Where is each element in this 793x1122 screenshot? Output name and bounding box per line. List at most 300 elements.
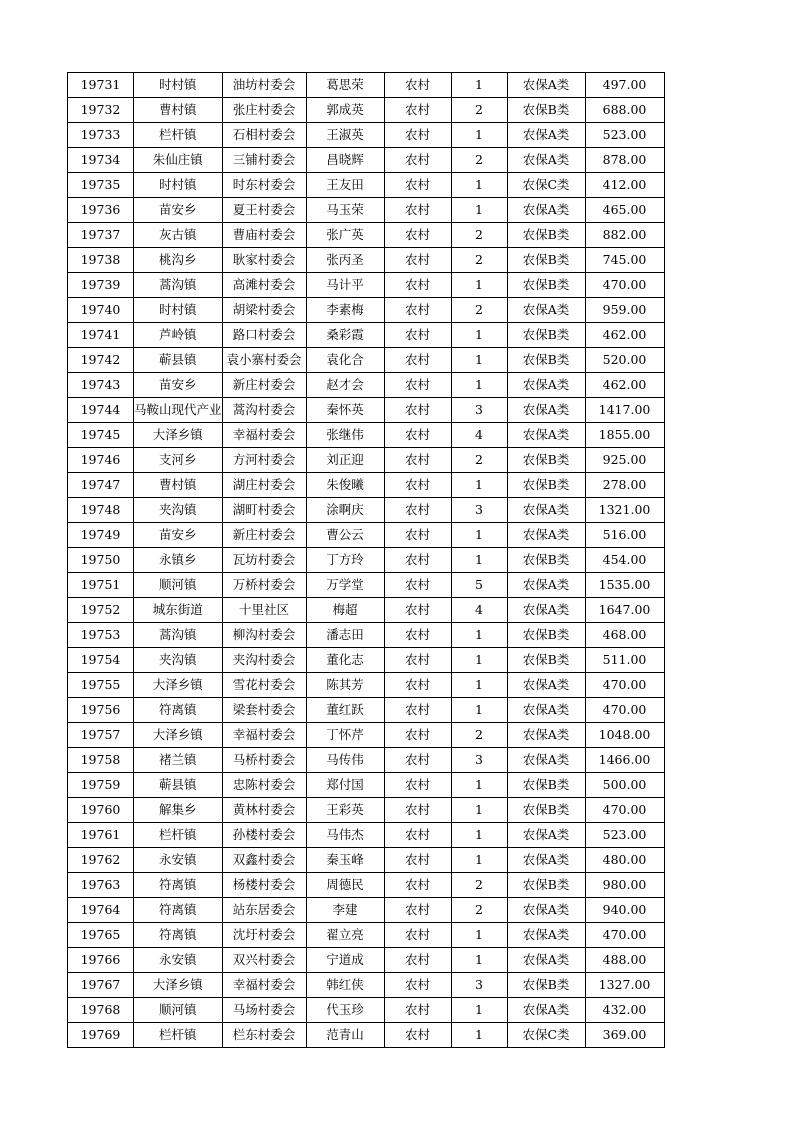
name-cell: 翟立亮 bbox=[306, 923, 384, 948]
village-committee-cell: 马场村委会 bbox=[222, 998, 306, 1023]
town-cell: 苗安乡 bbox=[134, 373, 223, 398]
amount-cell: 462.00 bbox=[585, 373, 664, 398]
household-count-cell: 2 bbox=[451, 448, 507, 473]
town-cell: 符离镇 bbox=[134, 898, 223, 923]
area-type-cell: 农村 bbox=[384, 623, 451, 648]
table-row bbox=[68, 973, 665, 998]
village-committee-cell: 新庄村委会 bbox=[222, 523, 306, 548]
town-cell: 蕲县镇 bbox=[134, 348, 223, 373]
area-type-cell: 农村 bbox=[384, 873, 451, 898]
amount-cell: 980.00 bbox=[585, 873, 664, 898]
table-row bbox=[68, 248, 665, 273]
name-cell: 张广英 bbox=[306, 223, 384, 248]
village-committee-cell: 站东居委会 bbox=[222, 898, 306, 923]
name-cell: 潘志田 bbox=[306, 623, 384, 648]
household-count-cell: 2 bbox=[451, 148, 507, 173]
category-cell: 农保A类 bbox=[507, 298, 585, 323]
household-count-cell: 1 bbox=[451, 623, 507, 648]
village-committee-cell: 张庄村委会 bbox=[222, 98, 306, 123]
table-row bbox=[68, 748, 665, 773]
village-committee-cell: 幸福村委会 bbox=[222, 723, 306, 748]
area-type-cell: 农村 bbox=[384, 673, 451, 698]
amount-cell: 468.00 bbox=[585, 623, 664, 648]
village-committee-cell: 夹沟村委会 bbox=[222, 648, 306, 673]
name-cell: 王淑英 bbox=[306, 123, 384, 148]
record-id-cell: 19759 bbox=[68, 773, 134, 798]
record-id-cell: 19766 bbox=[68, 948, 134, 973]
area-type-cell: 农村 bbox=[384, 923, 451, 948]
name-cell: 代玉珍 bbox=[306, 998, 384, 1023]
record-id-cell: 19769 bbox=[68, 1023, 134, 1048]
village-committee-cell: 曹庙村委会 bbox=[222, 223, 306, 248]
table-row bbox=[68, 123, 665, 148]
area-type-cell: 农村 bbox=[384, 998, 451, 1023]
village-committee-cell: 瓦坊村委会 bbox=[222, 548, 306, 573]
village-committee-cell: 梁套村委会 bbox=[222, 698, 306, 723]
town-cell: 夹沟镇 bbox=[134, 648, 223, 673]
name-cell: 郑付国 bbox=[306, 773, 384, 798]
household-count-cell: 1 bbox=[451, 123, 507, 148]
name-cell: 秦怀英 bbox=[306, 398, 384, 423]
name-cell: 范青山 bbox=[306, 1023, 384, 1048]
town-cell: 曹村镇 bbox=[134, 98, 223, 123]
village-committee-cell: 柳沟村委会 bbox=[222, 623, 306, 648]
area-type-cell: 农村 bbox=[384, 648, 451, 673]
area-type-cell: 农村 bbox=[384, 548, 451, 573]
household-count-cell: 1 bbox=[451, 998, 507, 1023]
name-cell: 王彩英 bbox=[306, 798, 384, 823]
category-cell: 农保A类 bbox=[507, 998, 585, 1023]
area-type-cell: 农村 bbox=[384, 173, 451, 198]
area-type-cell: 农村 bbox=[384, 973, 451, 998]
name-cell: 桑彩霞 bbox=[306, 323, 384, 348]
table-row bbox=[68, 798, 665, 823]
town-cell: 支河乡 bbox=[134, 448, 223, 473]
name-cell: 袁化合 bbox=[306, 348, 384, 373]
name-cell: 李建 bbox=[306, 898, 384, 923]
table-row bbox=[68, 148, 665, 173]
name-cell: 王友田 bbox=[306, 173, 384, 198]
village-committee-cell: 胡梁村委会 bbox=[222, 298, 306, 323]
record-id-cell: 19737 bbox=[68, 223, 134, 248]
area-type-cell: 农村 bbox=[384, 948, 451, 973]
amount-cell: 1048.00 bbox=[585, 723, 664, 748]
record-id-cell: 19765 bbox=[68, 923, 134, 948]
household-count-cell: 2 bbox=[451, 898, 507, 923]
household-count-cell: 4 bbox=[451, 598, 507, 623]
category-cell: 农保B类 bbox=[507, 973, 585, 998]
town-cell: 蒿沟镇 bbox=[134, 623, 223, 648]
category-cell: 农保A类 bbox=[507, 73, 585, 98]
household-count-cell: 3 bbox=[451, 498, 507, 523]
record-id-cell: 19735 bbox=[68, 173, 134, 198]
category-cell: 农保B类 bbox=[507, 248, 585, 273]
category-cell: 农保B类 bbox=[507, 548, 585, 573]
amount-cell: 470.00 bbox=[585, 923, 664, 948]
category-cell: 农保B类 bbox=[507, 473, 585, 498]
category-cell: 农保A类 bbox=[507, 723, 585, 748]
category-cell: 农保A类 bbox=[507, 198, 585, 223]
table-row bbox=[68, 898, 665, 923]
town-cell: 栏杆镇 bbox=[134, 1023, 223, 1048]
category-cell: 农保A类 bbox=[507, 823, 585, 848]
category-cell: 农保B类 bbox=[507, 773, 585, 798]
category-cell: 农保B类 bbox=[507, 98, 585, 123]
record-id-cell: 19762 bbox=[68, 848, 134, 873]
area-type-cell: 农村 bbox=[384, 773, 451, 798]
name-cell: 万学堂 bbox=[306, 573, 384, 598]
record-id-cell: 19744 bbox=[68, 398, 134, 423]
record-id-cell: 19747 bbox=[68, 473, 134, 498]
table-row bbox=[68, 223, 665, 248]
category-cell: 农保A类 bbox=[507, 423, 585, 448]
record-id-cell: 19764 bbox=[68, 898, 134, 923]
household-count-cell: 1 bbox=[451, 1023, 507, 1048]
category-cell: 农保C类 bbox=[507, 173, 585, 198]
table-row bbox=[68, 848, 665, 873]
amount-cell: 454.00 bbox=[585, 548, 664, 573]
category-cell: 农保A类 bbox=[507, 898, 585, 923]
area-type-cell: 农村 bbox=[384, 148, 451, 173]
amount-cell: 1647.00 bbox=[585, 598, 664, 623]
table-row bbox=[68, 773, 665, 798]
household-count-cell: 1 bbox=[451, 848, 507, 873]
village-committee-cell: 石相村委会 bbox=[222, 123, 306, 148]
town-cell: 符离镇 bbox=[134, 923, 223, 948]
amount-cell: 745.00 bbox=[585, 248, 664, 273]
table-row bbox=[68, 298, 665, 323]
town-cell: 蕲县镇 bbox=[134, 773, 223, 798]
table-row bbox=[68, 323, 665, 348]
record-id-cell: 19732 bbox=[68, 98, 134, 123]
household-count-cell: 1 bbox=[451, 698, 507, 723]
record-id-cell: 19743 bbox=[68, 373, 134, 398]
amount-cell: 470.00 bbox=[585, 673, 664, 698]
table-row bbox=[68, 373, 665, 398]
record-id-cell: 19750 bbox=[68, 548, 134, 573]
amount-cell: 500.00 bbox=[585, 773, 664, 798]
name-cell: 董红跃 bbox=[306, 698, 384, 723]
household-count-cell: 2 bbox=[451, 248, 507, 273]
area-type-cell: 农村 bbox=[384, 598, 451, 623]
area-type-cell: 农村 bbox=[384, 823, 451, 848]
amount-cell: 882.00 bbox=[585, 223, 664, 248]
record-id-cell: 19733 bbox=[68, 123, 134, 148]
town-cell: 灰古镇 bbox=[134, 223, 223, 248]
town-cell: 时村镇 bbox=[134, 173, 223, 198]
category-cell: 农保A类 bbox=[507, 573, 585, 598]
area-type-cell: 农村 bbox=[384, 198, 451, 223]
table-row bbox=[68, 823, 665, 848]
amount-cell: 940.00 bbox=[585, 898, 664, 923]
table-row bbox=[68, 448, 665, 473]
record-id-cell: 19767 bbox=[68, 973, 134, 998]
amount-cell: 688.00 bbox=[585, 98, 664, 123]
record-id-cell: 19755 bbox=[68, 673, 134, 698]
amount-cell: 878.00 bbox=[585, 148, 664, 173]
table-row bbox=[68, 998, 665, 1023]
household-count-cell: 1 bbox=[451, 648, 507, 673]
table-row bbox=[68, 473, 665, 498]
record-id-cell: 19761 bbox=[68, 823, 134, 848]
village-committee-cell: 双兴村委会 bbox=[222, 948, 306, 973]
village-committee-cell: 幸福村委会 bbox=[222, 973, 306, 998]
town-cell: 解集乡 bbox=[134, 798, 223, 823]
town-cell: 桃沟乡 bbox=[134, 248, 223, 273]
name-cell: 马伟杰 bbox=[306, 823, 384, 848]
category-cell: 农保A类 bbox=[507, 523, 585, 548]
household-count-cell: 1 bbox=[451, 673, 507, 698]
category-cell: 农保B类 bbox=[507, 448, 585, 473]
table-row bbox=[68, 948, 665, 973]
household-count-cell: 2 bbox=[451, 873, 507, 898]
data-table bbox=[67, 72, 665, 1048]
town-cell: 蒿沟镇 bbox=[134, 273, 223, 298]
table-row bbox=[68, 73, 665, 98]
category-cell: 农保B类 bbox=[507, 348, 585, 373]
record-id-cell: 19763 bbox=[68, 873, 134, 898]
table-row bbox=[68, 873, 665, 898]
name-cell: 曹公云 bbox=[306, 523, 384, 548]
table-row bbox=[68, 348, 665, 373]
town-cell: 苗安乡 bbox=[134, 198, 223, 223]
village-committee-cell: 油坊村委会 bbox=[222, 73, 306, 98]
name-cell: 昌晓辉 bbox=[306, 148, 384, 173]
household-count-cell: 1 bbox=[451, 373, 507, 398]
amount-cell: 1535.00 bbox=[585, 573, 664, 598]
area-type-cell: 农村 bbox=[384, 798, 451, 823]
village-committee-cell: 杨楼村委会 bbox=[222, 873, 306, 898]
amount-cell: 1327.00 bbox=[585, 973, 664, 998]
area-type-cell: 农村 bbox=[384, 898, 451, 923]
amount-cell: 523.00 bbox=[585, 123, 664, 148]
table-row bbox=[68, 198, 665, 223]
record-id-cell: 19731 bbox=[68, 73, 134, 98]
record-id-cell: 19757 bbox=[68, 723, 134, 748]
area-type-cell: 农村 bbox=[384, 273, 451, 298]
name-cell: 张继伟 bbox=[306, 423, 384, 448]
name-cell: 刘正迎 bbox=[306, 448, 384, 473]
table-row bbox=[68, 698, 665, 723]
household-count-cell: 1 bbox=[451, 323, 507, 348]
village-committee-cell: 双鑫村委会 bbox=[222, 848, 306, 873]
record-id-cell: 19745 bbox=[68, 423, 134, 448]
village-committee-cell: 沈圩村委会 bbox=[222, 923, 306, 948]
area-type-cell: 农村 bbox=[384, 373, 451, 398]
amount-cell: 523.00 bbox=[585, 823, 664, 848]
town-cell: 大泽乡镇 bbox=[134, 723, 223, 748]
table-row bbox=[68, 498, 665, 523]
town-cell: 马鞍山现代产业 bbox=[134, 398, 223, 423]
table-row bbox=[68, 98, 665, 123]
amount-cell: 412.00 bbox=[585, 173, 664, 198]
name-cell: 梅超 bbox=[306, 598, 384, 623]
record-id-cell: 19749 bbox=[68, 523, 134, 548]
record-id-cell: 19760 bbox=[68, 798, 134, 823]
category-cell: 农保A类 bbox=[507, 598, 585, 623]
household-count-cell: 3 bbox=[451, 973, 507, 998]
village-committee-cell: 湖庄村委会 bbox=[222, 473, 306, 498]
village-committee-cell: 忠陈村委会 bbox=[222, 773, 306, 798]
village-committee-cell: 耿家村委会 bbox=[222, 248, 306, 273]
amount-cell: 520.00 bbox=[585, 348, 664, 373]
area-type-cell: 农村 bbox=[384, 748, 451, 773]
village-committee-cell: 夏王村委会 bbox=[222, 198, 306, 223]
town-cell: 永安镇 bbox=[134, 848, 223, 873]
name-cell: 董化志 bbox=[306, 648, 384, 673]
village-committee-cell: 方河村委会 bbox=[222, 448, 306, 473]
table-row bbox=[68, 723, 665, 748]
table-row bbox=[68, 623, 665, 648]
amount-cell: 925.00 bbox=[585, 448, 664, 473]
town-cell: 城东街道 bbox=[134, 598, 223, 623]
household-count-cell: 3 bbox=[451, 398, 507, 423]
village-committee-cell: 孙楼村委会 bbox=[222, 823, 306, 848]
category-cell: 农保A类 bbox=[507, 748, 585, 773]
area-type-cell: 农村 bbox=[384, 398, 451, 423]
name-cell: 陈其芳 bbox=[306, 673, 384, 698]
category-cell: 农保B类 bbox=[507, 798, 585, 823]
amount-cell: 369.00 bbox=[585, 1023, 664, 1048]
category-cell: 农保A类 bbox=[507, 148, 585, 173]
town-cell: 大泽乡镇 bbox=[134, 973, 223, 998]
record-id-cell: 19758 bbox=[68, 748, 134, 773]
area-type-cell: 农村 bbox=[384, 423, 451, 448]
town-cell: 夹沟镇 bbox=[134, 498, 223, 523]
amount-cell: 488.00 bbox=[585, 948, 664, 973]
village-committee-cell: 万桥村委会 bbox=[222, 573, 306, 598]
household-count-cell: 1 bbox=[451, 523, 507, 548]
household-count-cell: 1 bbox=[451, 548, 507, 573]
village-committee-cell: 袁小寨村委会 bbox=[222, 348, 306, 373]
amount-cell: 470.00 bbox=[585, 698, 664, 723]
household-count-cell: 5 bbox=[451, 573, 507, 598]
household-count-cell: 2 bbox=[451, 298, 507, 323]
record-id-cell: 19752 bbox=[68, 598, 134, 623]
household-count-cell: 1 bbox=[451, 348, 507, 373]
amount-cell: 1417.00 bbox=[585, 398, 664, 423]
table-row bbox=[68, 1023, 665, 1048]
name-cell: 秦玉峰 bbox=[306, 848, 384, 873]
category-cell: 农保A类 bbox=[507, 698, 585, 723]
amount-cell: 1466.00 bbox=[585, 748, 664, 773]
village-committee-cell: 三铺村委会 bbox=[222, 148, 306, 173]
town-cell: 永安镇 bbox=[134, 948, 223, 973]
area-type-cell: 农村 bbox=[384, 498, 451, 523]
table-row bbox=[68, 423, 665, 448]
name-cell: 赵才会 bbox=[306, 373, 384, 398]
amount-cell: 465.00 bbox=[585, 198, 664, 223]
town-cell: 永镇乡 bbox=[134, 548, 223, 573]
record-id-cell: 19768 bbox=[68, 998, 134, 1023]
record-id-cell: 19741 bbox=[68, 323, 134, 348]
category-cell: 农保A类 bbox=[507, 673, 585, 698]
amount-cell: 480.00 bbox=[585, 848, 664, 873]
town-cell: 大泽乡镇 bbox=[134, 673, 223, 698]
household-count-cell: 1 bbox=[451, 173, 507, 198]
area-type-cell: 农村 bbox=[384, 123, 451, 148]
amount-cell: 462.00 bbox=[585, 323, 664, 348]
household-count-cell: 3 bbox=[451, 748, 507, 773]
household-count-cell: 1 bbox=[451, 773, 507, 798]
record-id-cell: 19753 bbox=[68, 623, 134, 648]
town-cell: 芦岭镇 bbox=[134, 323, 223, 348]
town-cell: 符离镇 bbox=[134, 698, 223, 723]
village-committee-cell: 十里社区 bbox=[222, 598, 306, 623]
table-body bbox=[68, 73, 665, 1048]
table-row bbox=[68, 673, 665, 698]
village-committee-cell: 蒿沟村委会 bbox=[222, 398, 306, 423]
table-row bbox=[68, 548, 665, 573]
area-type-cell: 农村 bbox=[384, 698, 451, 723]
town-cell: 符离镇 bbox=[134, 873, 223, 898]
household-count-cell: 1 bbox=[451, 273, 507, 298]
category-cell: 农保B类 bbox=[507, 623, 585, 648]
household-count-cell: 4 bbox=[451, 423, 507, 448]
village-committee-cell: 湖町村委会 bbox=[222, 498, 306, 523]
household-count-cell: 1 bbox=[451, 923, 507, 948]
town-cell: 朱仙庄镇 bbox=[134, 148, 223, 173]
record-id-cell: 19736 bbox=[68, 198, 134, 223]
amount-cell: 1321.00 bbox=[585, 498, 664, 523]
area-type-cell: 农村 bbox=[384, 323, 451, 348]
household-count-cell: 1 bbox=[451, 473, 507, 498]
name-cell: 宁道成 bbox=[306, 948, 384, 973]
table-row bbox=[68, 273, 665, 298]
name-cell: 周德民 bbox=[306, 873, 384, 898]
name-cell: 马计平 bbox=[306, 273, 384, 298]
record-id-cell: 19748 bbox=[68, 498, 134, 523]
area-type-cell: 农村 bbox=[384, 523, 451, 548]
household-count-cell: 1 bbox=[451, 198, 507, 223]
table-row bbox=[68, 398, 665, 423]
category-cell: 农保A类 bbox=[507, 498, 585, 523]
area-type-cell: 农村 bbox=[384, 248, 451, 273]
amount-cell: 511.00 bbox=[585, 648, 664, 673]
area-type-cell: 农村 bbox=[384, 473, 451, 498]
household-count-cell: 2 bbox=[451, 223, 507, 248]
record-id-cell: 19754 bbox=[68, 648, 134, 673]
area-type-cell: 农村 bbox=[384, 223, 451, 248]
town-cell: 顺河镇 bbox=[134, 998, 223, 1023]
name-cell: 李素梅 bbox=[306, 298, 384, 323]
name-cell: 郭成英 bbox=[306, 98, 384, 123]
category-cell: 农保B类 bbox=[507, 273, 585, 298]
table-row bbox=[68, 648, 665, 673]
town-cell: 时村镇 bbox=[134, 73, 223, 98]
category-cell: 农保A类 bbox=[507, 848, 585, 873]
name-cell: 丁方玲 bbox=[306, 548, 384, 573]
village-committee-cell: 路口村委会 bbox=[222, 323, 306, 348]
name-cell: 张丙圣 bbox=[306, 248, 384, 273]
record-id-cell: 19756 bbox=[68, 698, 134, 723]
area-type-cell: 农村 bbox=[384, 1023, 451, 1048]
record-id-cell: 19738 bbox=[68, 248, 134, 273]
record-id-cell: 19751 bbox=[68, 573, 134, 598]
name-cell: 马玉荣 bbox=[306, 198, 384, 223]
village-committee-cell: 栏东村委会 bbox=[222, 1023, 306, 1048]
area-type-cell: 农村 bbox=[384, 98, 451, 123]
household-count-cell: 1 bbox=[451, 948, 507, 973]
amount-cell: 959.00 bbox=[585, 298, 664, 323]
area-type-cell: 农村 bbox=[384, 73, 451, 98]
town-cell: 栏杆镇 bbox=[134, 123, 223, 148]
record-id-cell: 19734 bbox=[68, 148, 134, 173]
table-row bbox=[68, 523, 665, 548]
town-cell: 苗安乡 bbox=[134, 523, 223, 548]
town-cell: 栏杆镇 bbox=[134, 823, 223, 848]
category-cell: 农保A类 bbox=[507, 948, 585, 973]
